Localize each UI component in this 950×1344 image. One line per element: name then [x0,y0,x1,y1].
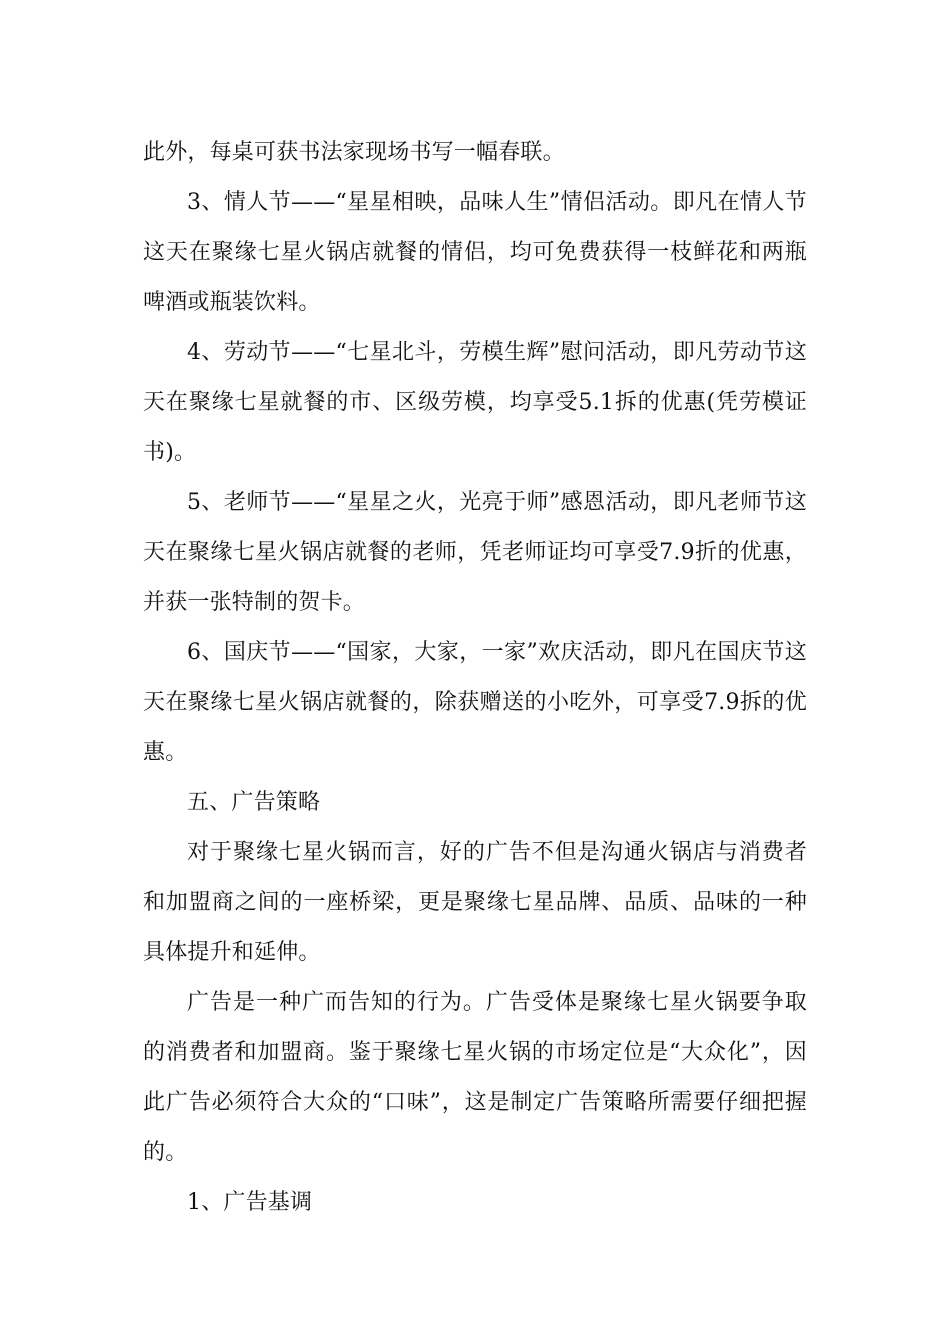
paragraph-intro: 此外，每桌可获书法家现场书写一幅春联。 [143,140,565,165]
paragraph-labor-day: 4、劳动节——“七星北斗，劳模生辉”慰问活动，即凡劳动节这天在聚缘七星就餐的市、区级劳模，均享受5.1拆的优惠(凭劳模证书)。 [143,340,807,465]
paragraph-advertising-definition: 广告是一种广而告知的行为。广告受体是聚缘七星火锅要争取的消费者和加盟商。鉴于聚缘七星火锅的市场定位是“大众化”，因此广告必须符合大众的“口味”，这是制定广告策略所需要仔细把握的。 [143,990,807,1165]
paragraph-national-day: 6、国庆节——“国家，大家，一家”欢庆活动，即凡在国庆节这天在聚缘七星火锅店就餐的，除获赠送的小吃外，可享受7.9拆的优惠。 [143,640,807,765]
paragraph-valentines-day: 3、情人节——“星星相映，品味人生”情侣活动。即凡在情人节这天在聚缘七星火锅店就餐的情侣，均可免费获得一枝鲜花和两瓶啤酒或瓶装饮料。 [143,190,807,315]
paragraph-advertising-bridge: 对于聚缘七星火锅而言，好的广告不但是沟通火锅店与消费者和加盟商之间的一座桥梁，更是聚缘七星品牌、品质、品味的一种具体提升和延伸。 [143,840,807,965]
subheading-advertising-tone: 1、广告基调 [187,1190,313,1215]
section-heading-advertising-strategy: 五、广告策略 [187,790,321,815]
paragraph-teachers-day: 5、老师节——“星星之火，光亮于师”感恩活动，即凡老师节这天在聚缘七星火锅店就餐的老师，凭老师证均可享受7.9折的优惠，并获一张特制的贺卡。 [143,490,807,615]
document-body [143,128,807,1228]
